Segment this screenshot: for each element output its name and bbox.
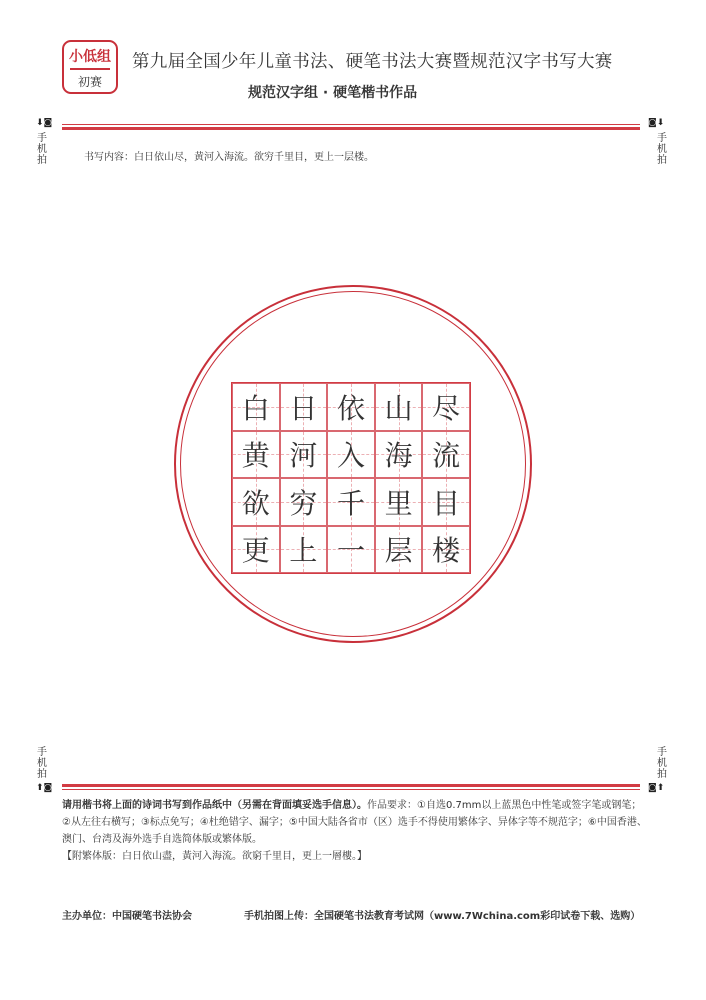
grid-character: 里 xyxy=(384,486,413,520)
content-line xyxy=(84,148,374,163)
grid-character: 山 xyxy=(384,391,413,425)
side-label-left-top: 手 机 拍 xyxy=(37,133,47,166)
grid-cell xyxy=(232,431,280,479)
bottom-rule-thin xyxy=(62,789,640,790)
group-badge xyxy=(62,40,118,94)
side-label-right-bottom: 手 机 拍 xyxy=(657,747,667,780)
grid-cell xyxy=(375,431,423,479)
side-label-right-top: 手 机 拍 xyxy=(657,133,667,166)
grid-cell xyxy=(327,526,375,574)
grid-cell xyxy=(422,478,470,526)
badge-group-label: 小低组 xyxy=(69,49,111,65)
camera-icon: ◙⬇ xyxy=(648,118,665,128)
grid-character: 穷 xyxy=(289,486,318,520)
grid-cell xyxy=(280,526,328,574)
content-label: 书写内容： xyxy=(84,152,134,163)
grid-character: 白 xyxy=(241,391,270,425)
grid-cell xyxy=(232,526,280,574)
grid-cell xyxy=(280,383,328,431)
grid-cell xyxy=(280,431,328,479)
upload-info: 手机拍图上传：全国硬笔书法教育考试网（www.7Wchina.com彩印试卷下载、选购） xyxy=(244,911,641,922)
badge-stage-label: 初赛 xyxy=(77,75,102,89)
grid-cell xyxy=(422,383,470,431)
grid-cell xyxy=(280,478,328,526)
grid-character: 层 xyxy=(384,534,413,568)
grid-character: 尽 xyxy=(432,391,461,425)
grid-character: 河 xyxy=(289,439,318,473)
grid-cell xyxy=(327,478,375,526)
grid-character: 流 xyxy=(432,439,461,473)
camera-icon: ⬇◙ xyxy=(36,118,53,128)
requirements-body: 作品要求：①自选0.7mm以上蓝黑色中性笔或签字笔或钢笔；②从左往右横写；③标点免写；④杜绝错字、漏字；⑤中国大陆各省市（区）选手不得使用繁体字、异体字等不规范字；⑥中国香港、澳门、台湾及海外选手自选简体版或繁体版。 xyxy=(62,800,647,845)
grid-character: 更 xyxy=(241,534,270,568)
side-label-left-bottom: 手 机 拍 xyxy=(37,747,47,780)
grid-character: 一 xyxy=(336,534,365,568)
grid-character: 欲 xyxy=(241,486,270,520)
page-subtitle: 规范汉字组 · 硬笔楷书作品 xyxy=(248,85,418,101)
grid-cell xyxy=(375,478,423,526)
camera-icon: ◙⬆ xyxy=(648,783,665,793)
page-title: 第九届全国少年儿童书法、硬笔书法大赛暨规范汉字书写大赛 xyxy=(132,52,613,72)
grid-character: 日 xyxy=(289,391,318,425)
grid-character: 海 xyxy=(384,439,413,473)
traditional-version: 【附繁体版：白日依山盡，黃河入海流。欲窮千里目，更上一層樓。】 xyxy=(62,851,367,862)
grid-cell xyxy=(375,526,423,574)
grid-character: 千 xyxy=(336,486,365,520)
grid-character: 楼 xyxy=(432,534,461,568)
grid-character: 目 xyxy=(432,486,461,520)
requirements xyxy=(62,797,648,865)
requirements-lead: 请用楷书将上面的诗词书写到作品纸中（另需在背面填妥选手信息）。 xyxy=(62,800,367,811)
grid-character: 入 xyxy=(336,439,365,473)
grid-cell xyxy=(422,431,470,479)
grid-character: 黄 xyxy=(241,439,270,473)
grid-cell xyxy=(422,526,470,574)
grid-cell xyxy=(327,383,375,431)
top-rule-thick xyxy=(62,127,640,130)
bottom-rule-thick xyxy=(62,784,640,787)
camera-icon: ⬆◙ xyxy=(36,783,53,793)
writing-grid xyxy=(231,382,471,574)
content-text: 白日依山尽，黄河入海流。欲穷千里目，更上一层楼。 xyxy=(134,152,374,163)
grid-character: 上 xyxy=(289,534,318,568)
grid-cell xyxy=(232,478,280,526)
top-rule-thin xyxy=(62,124,640,125)
grid-cell xyxy=(327,431,375,479)
grid-cell xyxy=(375,383,423,431)
grid-cell xyxy=(232,383,280,431)
organizer: 主办单位：中国硬笔书法协会 xyxy=(62,911,192,922)
grid-character: 依 xyxy=(336,391,365,425)
badge-divider xyxy=(70,68,110,70)
